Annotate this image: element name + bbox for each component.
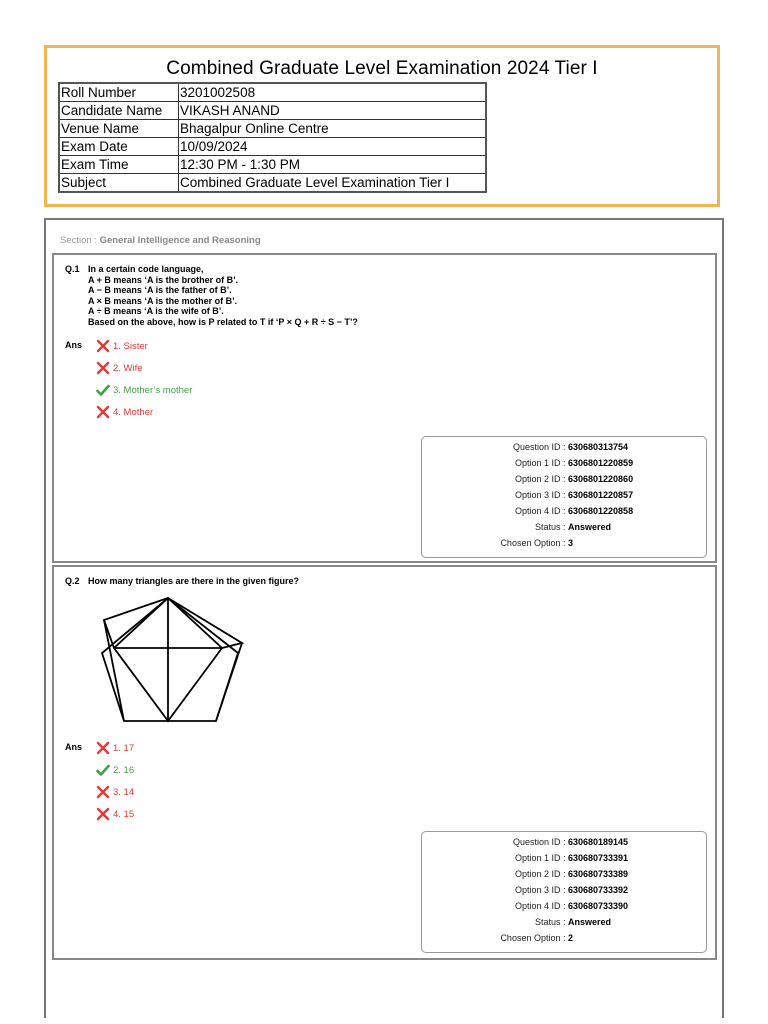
meta-value: 2 xyxy=(568,933,574,943)
info-label: Venue Name xyxy=(59,120,179,138)
question-meta-panel xyxy=(421,831,707,953)
question-number: Q.2 xyxy=(65,576,80,586)
check-icon xyxy=(96,763,110,777)
meta-row xyxy=(422,899,706,915)
info-value: 3201002508 xyxy=(179,83,487,102)
meta-key: Status : xyxy=(534,917,566,927)
info-label: Subject xyxy=(59,174,179,193)
option-text: 3. 14 xyxy=(113,786,135,798)
meta-row xyxy=(422,520,706,536)
info-row xyxy=(59,120,486,138)
info-label: Exam Date xyxy=(59,138,179,156)
check-icon xyxy=(96,383,110,397)
meta-value: 630680313754 xyxy=(568,442,629,452)
meta-key: Question ID : xyxy=(512,442,566,452)
meta-value: Answered xyxy=(568,522,612,532)
section-label xyxy=(60,235,261,246)
info-value: Bhagalpur Online Centre xyxy=(179,120,487,138)
info-value: Combined Graduate Level Examination Tier I xyxy=(179,174,487,193)
cross-icon xyxy=(96,361,110,375)
edge-line xyxy=(168,598,242,648)
info-value: VIKASH ANAND xyxy=(179,102,487,120)
option-text: 4. 15 xyxy=(113,808,135,820)
option-text: 4. Mother xyxy=(113,406,154,418)
meta-key: Chosen Option : xyxy=(500,538,566,548)
option-item xyxy=(96,763,134,777)
section-container xyxy=(44,218,724,1018)
question-line: A × B means ‘A is the mother of B’. xyxy=(88,295,238,306)
meta-row xyxy=(422,440,706,456)
question-line: A − B means ‘A is the father of B’. xyxy=(88,285,232,295)
meta-value: 630680733389 xyxy=(568,869,629,879)
option-item xyxy=(96,339,148,353)
meta-key: Chosen Option : xyxy=(500,933,566,943)
option-item xyxy=(96,741,134,755)
meta-key: Option 3 ID : xyxy=(514,885,566,895)
meta-row xyxy=(422,488,706,504)
meta-key: Option 2 ID : xyxy=(514,869,566,879)
cross-icon xyxy=(96,405,110,419)
info-label: Roll Number xyxy=(59,83,179,102)
option-item xyxy=(96,785,134,799)
info-label: Exam Time xyxy=(59,156,179,174)
meta-value: 630680733392 xyxy=(568,885,629,895)
meta-key: Option 4 ID : xyxy=(514,901,566,911)
meta-value: Answered xyxy=(568,917,612,927)
meta-row xyxy=(422,867,706,883)
cross-icon xyxy=(96,785,110,799)
meta-value: 6306801220860 xyxy=(568,474,634,484)
meta-value: 6306801220858 xyxy=(568,506,634,516)
meta-row xyxy=(422,915,706,931)
question-meta-panel xyxy=(421,436,707,558)
meta-row xyxy=(422,835,706,851)
info-row xyxy=(59,83,486,102)
question-line: A + B means ‘A is the brother of B’. xyxy=(88,274,239,285)
meta-row xyxy=(422,883,706,899)
info-value: 10/09/2024 xyxy=(179,138,487,156)
exam-title: Combined Graduate Level Examination 2024 Tier I xyxy=(166,58,598,79)
section-prefix: Section : xyxy=(60,235,100,246)
meta-key: Option 3 ID : xyxy=(514,490,566,500)
answer-label: Ans xyxy=(65,340,83,350)
info-row xyxy=(59,156,486,174)
meta-value: 3 xyxy=(568,538,574,548)
option-text: 3. Mother’s mother xyxy=(113,384,193,396)
meta-key: Option 4 ID : xyxy=(514,506,566,516)
cross-icon xyxy=(96,741,110,755)
info-value: 12:30 PM - 1:30 PM xyxy=(179,156,487,174)
question-figure xyxy=(94,595,254,725)
meta-row xyxy=(422,931,706,947)
edge-line xyxy=(216,643,242,721)
option-item xyxy=(96,383,192,397)
option-text: 1. Sister xyxy=(113,340,148,352)
meta-key: Status : xyxy=(534,522,566,532)
info-row xyxy=(59,138,486,156)
meta-value: 6306801220857 xyxy=(568,490,634,500)
meta-row xyxy=(422,851,706,867)
meta-key: Question ID : xyxy=(512,837,566,847)
exam-header xyxy=(44,45,720,207)
meta-value: 630680733391 xyxy=(568,853,629,863)
question-line: A ÷ B means ‘A is the wife of B’. xyxy=(88,306,224,316)
option-item xyxy=(96,807,134,821)
question-text xyxy=(88,576,299,587)
meta-key: Option 1 ID : xyxy=(514,853,566,863)
option-item xyxy=(96,361,143,375)
meta-key: Option 2 ID : xyxy=(514,474,566,484)
option-text: 2. Wife xyxy=(113,362,143,374)
question-line: In a certain code language, xyxy=(88,264,204,274)
cross-icon xyxy=(96,339,110,353)
option-item xyxy=(96,405,153,419)
info-row xyxy=(59,174,486,193)
info-row xyxy=(59,102,486,120)
meta-row xyxy=(422,504,706,520)
cross-icon xyxy=(96,807,110,821)
meta-row xyxy=(422,456,706,472)
meta-row xyxy=(422,472,706,488)
question-number: Q.1 xyxy=(65,264,80,274)
section-name: General Intelligence and Reasoning xyxy=(99,235,261,246)
candidate-info-table xyxy=(58,82,487,193)
meta-value: 6306801220859 xyxy=(568,458,634,468)
question-line: How many triangles are there in the given figure? xyxy=(88,576,300,586)
option-text: 1. 17 xyxy=(113,742,135,754)
meta-row xyxy=(422,536,706,552)
option-text: 2. 16 xyxy=(113,764,135,776)
answer-label: Ans xyxy=(65,742,83,752)
meta-key: Option 1 ID : xyxy=(514,458,566,468)
question-text xyxy=(88,264,358,327)
meta-value: 630680733390 xyxy=(568,901,629,911)
meta-value: 630680189145 xyxy=(568,837,629,847)
info-label: Candidate Name xyxy=(59,102,179,120)
question-card xyxy=(52,253,717,563)
question-card xyxy=(52,565,717,960)
question-line: Based on the above, how is P related to T if ‘P × Q + R ÷ S − T’? xyxy=(88,316,358,327)
